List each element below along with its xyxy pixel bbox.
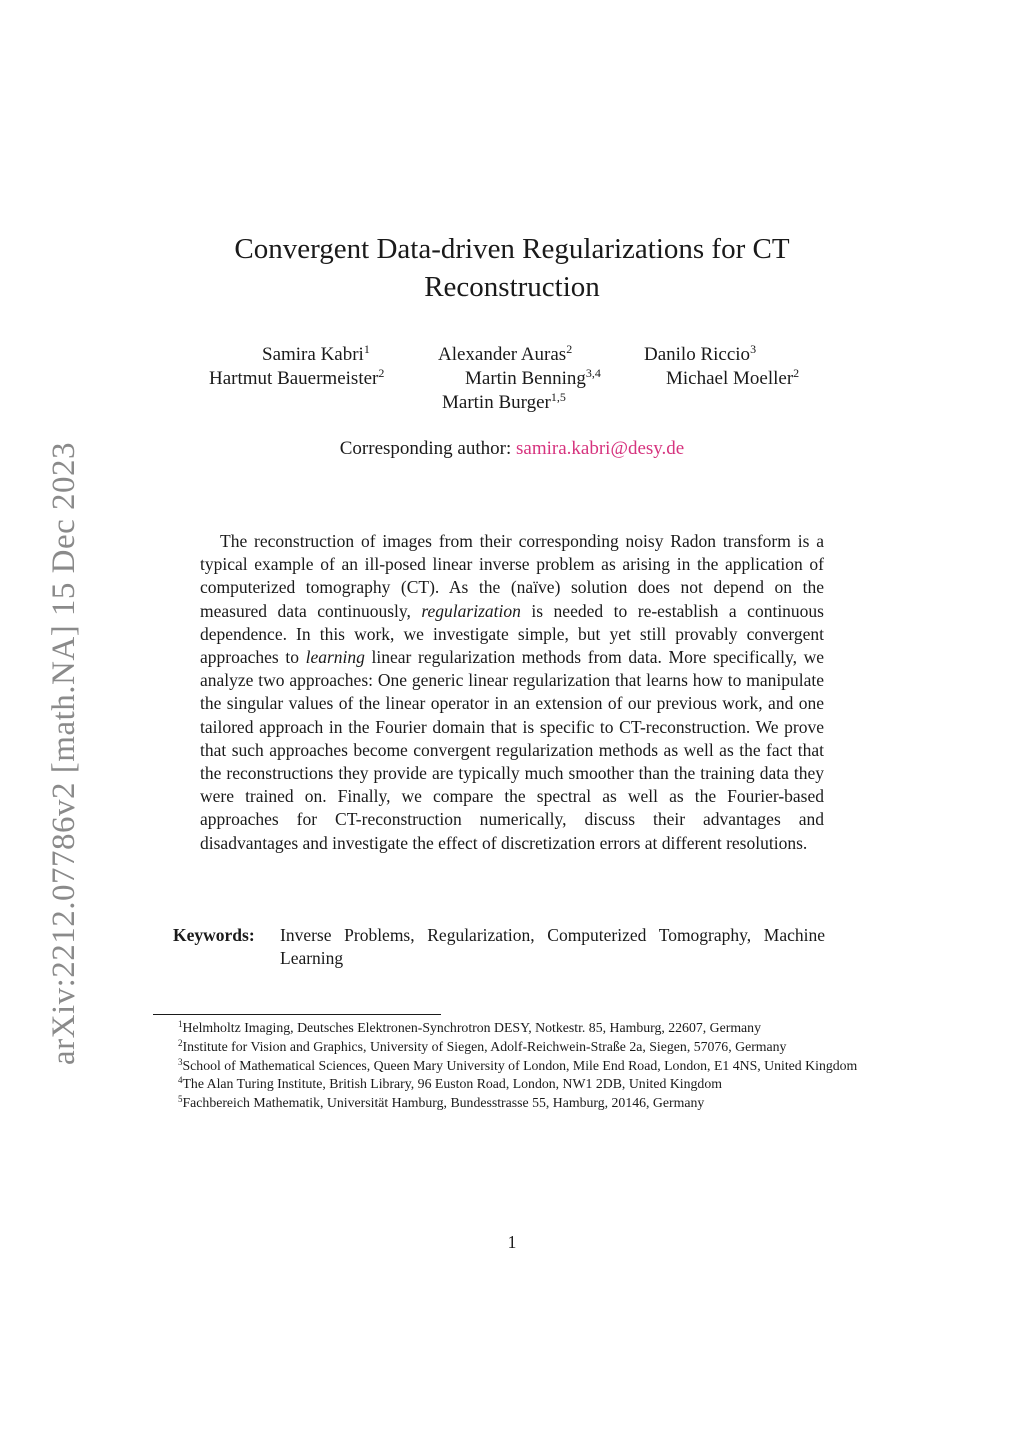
footnote: $^1$Helmholtz Imaging, Deutsches Elektronen-Synchrotron DESY, Notkestr. 85, Hamburg, 22607, Germany [178,1019,761,1035]
footnote: $^4$The Alan Turing Institute, British Library, 96 Euston Road, London, NW1 2DB, United Kingdom [178,1075,722,1092]
abstract: The reconstruction of images from their corresponding noisy Radon transform is a typical example of an ill-posed linear inverse problem as arising in the application of computerized tomography (CT). As the (naïve) solution does not depend on the measured data continuously, regularization is needed to re-establish a continuous dependence. In this work, we investigate simple, but yet still provably convergent approaches to learning linear regularization methods from data. More specifically, we analyze two approaches: One generic linear regularization that learns how to manipulate the singular values of the linear operator in an extension of our previous work, and one tailored approach in the Fourier domain that is specific to CT-reconstruction. We prove that such approaches become convergent regularization methods as well as the fact that the reconstructions they provide are typically much smoother than the training data they were trained on. Finally, we compare the spectral as well as the Fourier-based approaches for CT-reconstruction numerically, discuss their advantages and disadvantages and investigate the effect of discretization errors at different resolutions. [200,531,824,853]
author-alexander-auras: Alexander Auras$^2$ [438,342,573,365]
corresponding-author [200,437,824,461]
footnote: $^5$Fachbereich Mathematik, Universität Hamburg, Bundesstrasse 55, Hamburg, 20146, Germany [178,1094,705,1111]
paper-title: Convergent Data-driven Regularizations for CT Reconstruction [234,233,790,303]
author-danilo-riccio: Danilo Riccio$^3$ [644,342,757,365]
author-hartmut-bauermeister: Hartmut Bauermeister$^2$ [209,366,385,389]
footnote: $^3$School of Mathematical Sciences, Queen Mary University of London, Mile End Road, London, E1 4NS, United Kingdom [178,1056,858,1073]
footnote-rule [153,1014,441,1015]
author-samira-kabri: Samira Kabri$^1$ [262,342,370,365]
author-martin-burger: Martin Burger$^{1,5}$ [442,390,566,413]
corresponding-email-link[interactable]: samira.kabri@desy.de [516,438,685,459]
keywords-label: Keywords: [173,925,255,945]
keywords-list: Inverse Problems, Regularization, Computerized Tomography, Machine Learning [280,925,825,968]
author-michael-moeller: Michael Moeller$^2$ [666,366,800,389]
author-martin-benning: Martin Benning$^{3,4}$ [465,366,601,389]
corresponding-label: Corresponding author: [339,438,512,459]
footnote: $^2$Institute for Vision and Graphics, University of Siegen, Adolf-Reichwein-Straße 2a, Siegen, 57076, Germany [178,1037,787,1054]
affiliation-footnotes [153,1019,871,1113]
page-number: 1 [507,1232,517,1252]
keywords [173,924,825,970]
arxiv-identifier-stamp: arXiv:2212.07786v2 [math.NA] 15 Dec 2023 [46,441,82,1065]
